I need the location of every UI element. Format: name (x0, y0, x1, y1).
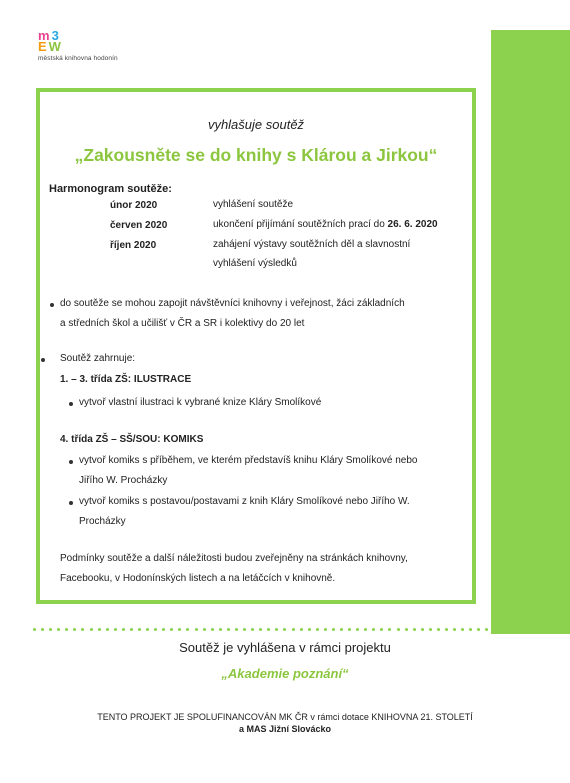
conditions-line1: Podmínky soutěže a další náležitosti budou zveřejněny na stránkách knihovny, (60, 553, 408, 564)
divider-dot (203, 628, 206, 631)
competition-frame (36, 88, 476, 604)
divider-dot (437, 628, 440, 631)
divider-dot (324, 628, 327, 631)
schedule-desc: vyhlášení soutěže (213, 199, 294, 210)
schedule-date: říjen 2020 (110, 240, 157, 251)
divider-dot (526, 628, 529, 631)
footer-line1: TENTO PROJEKT JE SPOLUFINANCOVÁN MK ČR v rámci dotace KNIHOVNA 21. STOLETÍ (97, 712, 473, 722)
participants-line2: a středních škol a učilišť v ČR a SR i kolektivy do 20 let (60, 318, 305, 329)
decorative-green-bar (491, 30, 570, 634)
divider-dot (235, 628, 238, 631)
divider-dot (41, 628, 44, 631)
divider-dot (122, 628, 125, 631)
bullet-icon (41, 358, 45, 362)
logo-mark: m 3 (38, 28, 59, 43)
divider-dot (348, 628, 351, 631)
divider-dot (211, 628, 214, 631)
divider-dot (380, 628, 383, 631)
divider-dot (405, 628, 408, 631)
divider-dot (154, 628, 157, 631)
conditions-line2: Facebooku, v Hodonínských listech a na letáčcích v knihovně. (60, 573, 336, 584)
schedule-heading: Harmonogram soutěže: (49, 183, 172, 195)
divider-dot (469, 628, 472, 631)
divider-dot (364, 628, 367, 631)
divider-dot (81, 628, 84, 631)
divider-dot (283, 628, 286, 631)
schedule-desc: zahájení výstavy soutěžních děl a slavnostní vyhlášení výsledků (213, 239, 411, 269)
divider-dot (227, 628, 230, 631)
divider-dot (259, 628, 262, 631)
category1-heading: 1. – 3. třída ZŠ: ILUSTRACE (60, 374, 192, 385)
divider-dot (73, 628, 76, 631)
divider-dot (138, 628, 141, 631)
announcement: vyhlašuje soutěž (207, 117, 305, 132)
divider-dot (130, 628, 133, 631)
schedule-date: červen 2020 (110, 220, 168, 231)
divider-dot (195, 628, 198, 631)
divider-dot (90, 628, 93, 631)
divider-dot (429, 628, 432, 631)
divider-dot (267, 628, 270, 631)
divider-dot (243, 628, 246, 631)
category1-item: vytvoř vlastní ilustraci k vybrané knize Kláry Smolíkové (79, 397, 322, 408)
bullet-icon (50, 303, 54, 307)
divider-dot (493, 628, 496, 631)
divider-dot (33, 628, 36, 631)
divider-dot (340, 628, 343, 631)
divider-dot (421, 628, 424, 631)
dotted-divider (33, 628, 529, 632)
divider-dot (178, 628, 181, 631)
footer-line2: a MAS Jižní Slovácko (238, 724, 332, 734)
divider-dot (413, 628, 416, 631)
project-name: „Akademie poznání“ (221, 666, 349, 681)
divider-dot (65, 628, 68, 631)
divider-dot (502, 628, 505, 631)
bullet-icon (69, 460, 73, 464)
divider-dot (477, 628, 480, 631)
divider-dot (57, 628, 60, 631)
category2-item1-line2: Jiřího W. Procházky (79, 475, 168, 486)
divider-dot (316, 628, 319, 631)
divider-dot (275, 628, 278, 631)
divider-dot (114, 628, 117, 631)
schedule-date: únor 2020 (110, 200, 158, 211)
divider-dot (332, 628, 335, 631)
divider-dot (186, 628, 189, 631)
library-logo: m 3 E W městská knihovna hodonín (38, 28, 118, 62)
category2-item1-line1: vytvoř komiks s příběhem, ve kterém představíš knihu Kláry Smolíkové nebo (79, 455, 418, 466)
divider-dot (372, 628, 375, 631)
divider-dot (170, 628, 173, 631)
includes-label: Soutěž zahrnuje: (60, 353, 136, 364)
divider-dot (388, 628, 391, 631)
category2-item2-line2: Procházky (79, 516, 126, 527)
divider-dot (219, 628, 222, 631)
divider-dot (251, 628, 254, 631)
divider-dot (49, 628, 52, 631)
schedule-desc: ukončení přijímání soutěžních prací do 26. 6. 2020 (213, 219, 438, 230)
divider-dot (146, 628, 149, 631)
divider-dot (162, 628, 165, 631)
divider-dot (300, 628, 303, 631)
divider-dot (106, 628, 109, 631)
project-line: Soutěž je vyhlášena v rámci projektu (179, 640, 391, 655)
divider-dot (292, 628, 295, 631)
divider-dot (98, 628, 101, 631)
bullet-icon (69, 402, 73, 406)
logo-subtitle: městská knihovna hodonín (38, 55, 118, 62)
divider-dot (356, 628, 359, 631)
divider-dot (518, 628, 521, 631)
divider-dot (461, 628, 464, 631)
divider-dot (510, 628, 513, 631)
category2-heading: 4. třída ZŠ – SŠ/SOU: KOMIKS (60, 434, 204, 445)
bullet-icon (69, 501, 73, 505)
divider-dot (445, 628, 448, 631)
divider-dot (485, 628, 488, 631)
divider-dot (453, 628, 456, 631)
participants-line1: do soutěže se mohou zapojit návštěvníci knihovny i veřejnost, žáci základních (60, 298, 405, 309)
divider-dot (308, 628, 311, 631)
category2-item2-line1: vytvoř komiks s postavou/postavami z knih Kláry Smolíkové nebo Jiřího W. (79, 496, 410, 507)
divider-dot (397, 628, 400, 631)
competition-title: „Zakousněte se do knihy s Klárou a Jirkou“ (74, 145, 438, 165)
